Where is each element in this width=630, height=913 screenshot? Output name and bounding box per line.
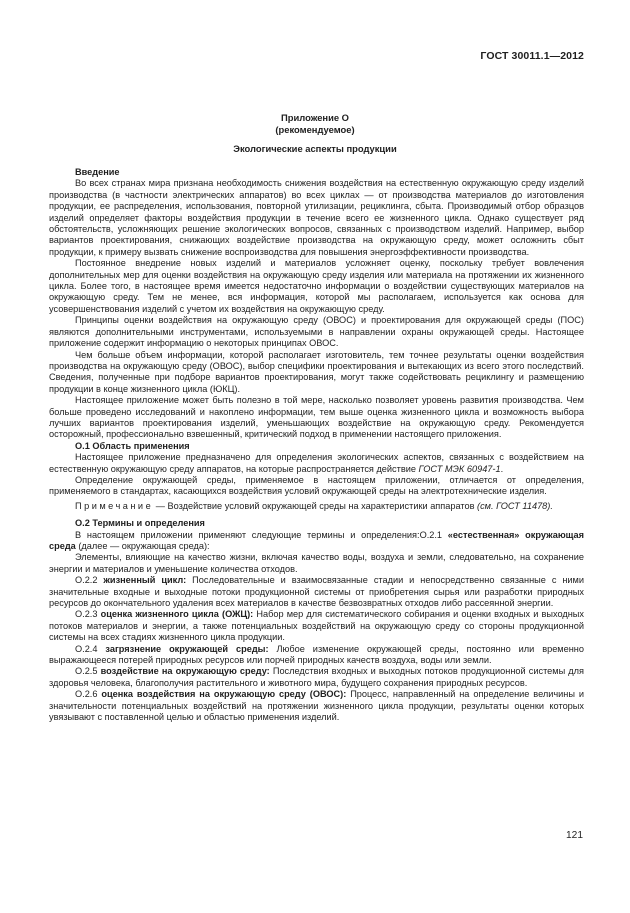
term-2-name: жизненный цикл:	[103, 575, 187, 586]
standard-header: ГОСТ 30011.1—2012	[480, 50, 584, 62]
term-3	[49, 609, 584, 643]
term-3-number: О.2.3	[75, 609, 101, 620]
term-5-number: О.2.5	[75, 666, 101, 677]
scope-heading: О.1 Область применения	[75, 440, 190, 451]
scope-standard-ref: ГОСТ МЭК 60947-1	[418, 463, 501, 474]
document-body	[49, 167, 584, 724]
scope-paragraph-2: Определение окружающей среды, применяемое в настоящем приложении, отличается от определения, применяемого в стандартах, касающихся воздействия условий окружающей среды на электротехнические изделия.	[49, 474, 584, 497]
page-number: 121	[566, 830, 583, 841]
scope-text-end: .	[500, 463, 504, 474]
term-1-text: В настоящем приложении применяют следующие термины и определения:О.2.1	[75, 529, 448, 540]
scope-note	[49, 501, 584, 512]
terms-heading: О.2 Термины и определения	[75, 518, 205, 529]
term-5	[49, 666, 584, 689]
note-text: — Воздействие условий окружающей среды на характеристики аппаратов	[153, 500, 478, 511]
term-3-definition: Набор мер для систематического собирания и оценки входных и выходных потоков материалов и энергии, а также потенциальных воздействий на окружающую среду со стороны продукционной системы на всех стадиях жизненного цикла продукции.	[49, 609, 584, 643]
note-ref: (см. ГОСТ 11478).	[477, 500, 553, 511]
term-3-name: оценка жизненного цикла (ОЖЦ):	[100, 609, 254, 620]
intro-paragraph-1: Во всех странах мира признана необходимость снижения воздействия на естественную окружающую среду изделий производства (в частности электрических аппаратов) во всех циклах — от производства материалов до изготовления продукции, ее распределения, использования, повторной утилизации, рециклинга, сбыта. Производимый отбор образцов изделий определяет факторы воздействия продукции в течение всего ее жизненного цикла. Однако существует ряд обстоятельств, усложняющих решение экологических вопросов, связанных с производством изделий. Например, выбор вариантов проектирования, снижающих воздействие производства на окружающую среду, может осложнить сбыт продукции, к примеру вызвать снижение воспроизводства для повышения энергоэффективности производства.	[49, 178, 584, 257]
intro-paragraph-5: Настоящее приложение может быть полезно в той мере, насколько позволяет уровень развития производства. Чем больше проведено исследований и накоплено информации, тем выше оценка жизненного цикла и возможность выбора лучших вариантов проектирования изделий, уменьшающих воздействие на окружающую среду. Рекомендуется осторожный, профессионально взвешенный, критический подход в применении настоящего приложения.	[49, 395, 584, 440]
term-2-definition: Последовательные и взаимосвязанные стадии и непосредственно связанные с ними значительные входные и выходные потоки продукционной системы от приобретения сырья или разработки природных ресурсов до окончательного удаления всех материалов в качестве безвозвратных отходов либо рассеянной энергии.	[49, 575, 584, 609]
term-1-definition: Элементы, влияющие на качество жизни, включая качество воды, воздуха и земли, следовательно, на сохранение энергии и материалов и уменьшение количества отходов.	[49, 552, 584, 574]
intro-paragraph-3: Принципы оценки воздействия на окружающую среду (ОВОС) и проектирования для окружающей среды (ПОС) являются дополнительными инструментами, используемыми в направлении охраны окружающей среды. Настоящее приложение содержит информацию о некоторых принципах ОВОС.	[49, 315, 584, 349]
term-2-number: О.2.2	[75, 575, 104, 586]
term-4-number: О.2.4	[75, 643, 106, 654]
term-4	[49, 644, 584, 667]
term-6-name: оценка воздействия на окружающую среду (ОВОС):	[101, 689, 347, 700]
appendix-title: Приложение О	[281, 112, 349, 123]
term-1	[49, 530, 584, 553]
term-4-name: загрязнение окружающей среды:	[105, 643, 269, 654]
intro-paragraph-2: Постоянное внедрение новых изделий и материалов усложняет оценку, поскольку требует вовлечения дополнительных мер для оценки воздействия на окружающую среду изделия или материала на протяжении их жизненного цикла. Более того, в настоящее время имеется недостаточно информации о воздействии существующих материалов на окружающую среду. Тем не менее, вся информация, которой мы располагаем, используется как основа для усовершенствования изделий с учетом их воздействия на окружающую среду.	[49, 258, 584, 314]
appendix-subtitle: (рекомендуемое)	[275, 124, 355, 135]
term-2	[49, 575, 584, 609]
term-4-definition: Любое изменение окружающей среды, постоянно или временно выражающееся потерей природных ресурсов или порчей природных качеств воздуха, воды или земли.	[49, 643, 584, 666]
intro-paragraph-4: Чем больше объем информации, которой располагает изготовитель, тем точнее результаты оценки воздействия производства на окружающую среду (ОВОС), выбор специфики проектирования и вытекающих из всего этого последствий. Сведения, полученные при подборе вариантов проектирования, могут также содействовать рециклингу и размещению продукции в конце жизненного цикла (ЮКЦ).	[49, 349, 584, 394]
term-5-name: воздействие на окружающую среду:	[100, 666, 270, 677]
term-1-name: «естественная» окружающая среда	[49, 529, 584, 551]
scope-paragraph-1	[49, 452, 584, 475]
term-5-definition: Последствия входных и выходных потоков продукционной системы для здоровья человека, благополучия растительного и животного мира, будущего сохранения природных ресурсов.	[49, 666, 584, 688]
scope-text: Настоящее приложение предназначено для определения экологических аспектов, связанных с воздействием на естественную окружающую среду аппаратов, на которые распространяется действие	[49, 452, 584, 474]
note-label: Примечание	[75, 500, 154, 511]
term-6-definition: Процесс, направленный на определение величины и значительности потенциальных воздействий на протяжении жизненного цикла продукции, результаты оценки которых увязывают с поставленной целью и областью применения изделий.	[49, 689, 585, 723]
term-6	[49, 689, 584, 723]
appendix-heading: Экологические аспекты продукции	[233, 143, 397, 154]
term-6-number: О.2.6	[75, 689, 102, 700]
term-1-suffix: (далее — окружающая среда):	[75, 541, 210, 551]
intro-heading: Введение	[75, 167, 120, 177]
